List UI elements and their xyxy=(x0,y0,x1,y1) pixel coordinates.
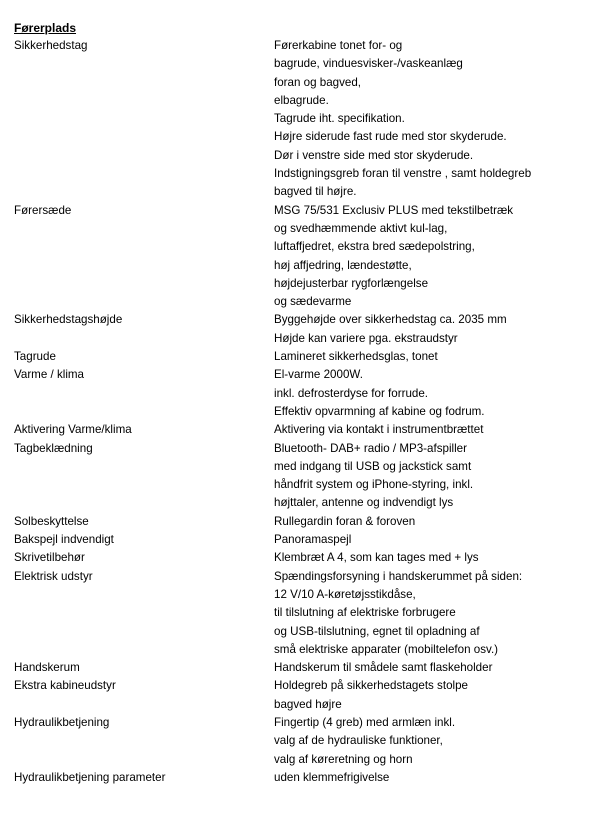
spec-value xyxy=(274,531,599,549)
spec-value-line: Fingertip (4 greb) med armlæn inkl. xyxy=(274,715,456,729)
spec-value-line: luftaffjedret, ekstra bred sædepolstring, xyxy=(274,240,475,254)
spec-value-line: Aktivering via kontakt i instrumentbrættet xyxy=(274,423,484,437)
spec-value-line: Bluetooth- DAB+ radio / MP3-afspiller xyxy=(274,441,467,455)
spec-value-line: foran og bagved, xyxy=(274,75,362,89)
spec-value xyxy=(274,568,599,659)
spec-label: Tagrude xyxy=(14,350,56,364)
spec-row xyxy=(14,202,599,312)
spec-value-line: Indstigningsgreb foran til venstre , samt holdegreb xyxy=(274,167,532,181)
spec-value xyxy=(274,714,599,769)
spec-value xyxy=(274,659,599,677)
spec-value-line: håndfrit system og iPhone-styring, inkl. xyxy=(274,478,474,492)
spec-value-line: bagved til højre. xyxy=(274,185,357,199)
spec-value-line: elbagrude. xyxy=(274,93,329,107)
spec-row xyxy=(14,531,599,549)
spec-value-line: og svedhæmmende aktivt kul-lag, xyxy=(274,221,448,235)
spec-label: Solbeskyttelse xyxy=(14,514,89,528)
spec-value xyxy=(274,513,599,531)
spec-label: Bakspejl indvendigt xyxy=(14,533,114,547)
spec-row xyxy=(14,568,599,659)
spec-label: Tagbeklædning xyxy=(14,441,93,455)
spec-label: Aktivering Varme/klima xyxy=(14,423,132,437)
spec-row xyxy=(14,769,599,787)
spec-value xyxy=(274,348,599,366)
spec-value-line: Førerkabine tonet for- og xyxy=(274,39,403,52)
spec-row xyxy=(14,311,599,348)
spec-value-line: Klembræt A 4, som kan tages med + lys xyxy=(274,551,479,565)
spec-row xyxy=(14,348,599,366)
section-title: Førerplads xyxy=(14,21,77,35)
spec-row xyxy=(14,513,599,531)
spec-value xyxy=(274,202,599,312)
spec-value-line: valg af de hydrauliske funktioner, xyxy=(274,734,443,748)
spec-row xyxy=(14,549,599,567)
spec-value-line: Tagrude iht. specifikation. xyxy=(274,112,405,126)
spec-row xyxy=(14,440,599,513)
spec-value-line: Holdegreb på sikkerhedstagets stolpe xyxy=(274,679,468,693)
spec-value-line: bagved højre xyxy=(274,697,342,711)
spec-value-line: Rullegardin foran & foroven xyxy=(274,514,416,528)
spec-value xyxy=(274,677,599,714)
spec-value-line: med indgang til USB og jackstick samt xyxy=(274,459,472,473)
spec-value xyxy=(274,549,599,567)
spec-label: Handskerum xyxy=(14,661,80,675)
spec-value-line: El-varme 2000W. xyxy=(274,368,363,382)
spec-value xyxy=(274,37,599,202)
spec-value-line: inkl. defrosterdyse for forrude. xyxy=(274,386,429,400)
spec-row xyxy=(14,421,599,439)
spec-value-line: Effektiv opvarmning af kabine og fodrum. xyxy=(274,404,485,418)
spec-row xyxy=(14,659,599,677)
spec-value xyxy=(274,440,599,513)
spec-row xyxy=(14,366,599,421)
spec-value-line: til tilslutning af elektriske forbrugere xyxy=(274,606,456,620)
spec-value-line: 12 V/10 A-køretøjsstikdåse, xyxy=(274,587,416,601)
spec-value-line: Lamineret sikkerhedsglas, tonet xyxy=(274,350,438,364)
spec-value xyxy=(274,366,599,421)
spec-label: Hydraulikbetjening parameter xyxy=(14,770,166,784)
spec-value-line: små elektriske apparater (mobiltelefon osv.) xyxy=(274,642,499,656)
spec-value xyxy=(274,421,599,439)
spec-value-line: Spændingsforsyning i handskerummet på siden: xyxy=(274,569,523,583)
spec-value xyxy=(274,311,599,348)
spec-value-line: Byggehøjde over sikkerhedstag ca. 2035 mm xyxy=(274,313,507,327)
spec-value-line: høj affjedring, lændestøtte, xyxy=(274,258,412,272)
spec-value-line: højdejusterbar rygforlængelse xyxy=(274,276,429,290)
spec-label: Førersæde xyxy=(14,203,72,217)
spec-label: Sikkerhedstag xyxy=(14,39,88,52)
spec-value-line: MSG 75/531 Exclusiv PLUS med tekstilbetræk xyxy=(274,203,514,217)
spec-value-line: og USB-tilslutning, egnet til opladning af xyxy=(274,624,480,638)
spec-value-line: Højre siderude fast rude med stor skyderude. xyxy=(274,130,507,144)
spec-row xyxy=(14,37,599,202)
spec-value-line: Dør i venstre side med stor skyderude. xyxy=(274,148,474,162)
spec-label: Skrivetilbehør xyxy=(14,551,85,565)
spec-value-line: og sædevarme xyxy=(274,295,352,309)
spec-label: Sikkerhedstagshøjde xyxy=(14,313,123,327)
spec-value xyxy=(274,769,599,787)
spec-label: Ekstra kabineudstyr xyxy=(14,679,116,693)
spec-value-line: højttaler, antenne og indvendigt lys xyxy=(274,496,454,510)
spec-value-line: Højde kan variere pga. ekstraudstyr xyxy=(274,331,458,345)
spec-value-line: Panoramaspejl xyxy=(274,533,352,547)
spec-value-line: bagrude, vinduesvisker-/vaskeanlæg xyxy=(274,57,463,71)
spec-label: Elektrisk udstyr xyxy=(14,569,93,583)
spec-row xyxy=(14,677,599,714)
spec-label: Hydraulikbetjening xyxy=(14,715,110,729)
spec-value-line: uden klemmefrigivelse xyxy=(274,770,390,784)
spec-value-line: Handskerum til smådele samt flaskeholder xyxy=(274,661,493,675)
spec-value-line: valg af køreretning og horn xyxy=(274,752,413,766)
spec-label: Varme / klima xyxy=(14,368,85,382)
spec-list xyxy=(14,37,599,787)
spec-row xyxy=(14,714,599,769)
